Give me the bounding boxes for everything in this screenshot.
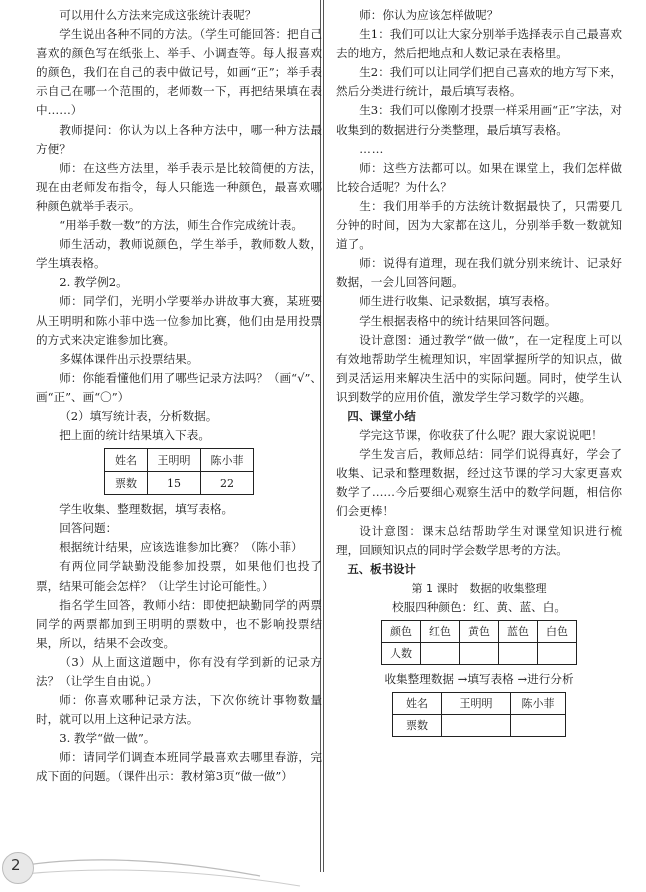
table-cell: 王明明: [148, 449, 201, 472]
table-row: [105, 449, 254, 472]
table-row: [382, 621, 577, 643]
paragraph: 师：请同学们调查本班同学最喜欢去哪里春游，完成下面的问题。（课件出示：教材第3页“做一做”）: [36, 750, 322, 784]
paragraph: 师生活动，教师说颜色，学生举手，教师数人数，学生填表格。: [36, 237, 322, 271]
board-line: 校服四种颜色：红、黄、蓝、白。: [392, 599, 566, 614]
paragraph: 师：你认为应该怎样做呢？: [359, 8, 499, 22]
table-cell: 姓名: [393, 693, 442, 715]
table-cell: 颜色: [382, 621, 421, 643]
board-vote-table: [392, 692, 566, 737]
vote-table-wrapper: [36, 448, 322, 495]
right-column: [336, 6, 622, 742]
paragraph: 生1：我们可以让大家分别举手选择表示自己最喜欢去的地方，然后把地点和人数记录在表格里。: [336, 27, 622, 61]
table-row: [382, 643, 577, 665]
paragraph: 师：这些方法都可以。如果在课堂上，我们怎样做比较合适呢？为什么？: [336, 160, 622, 194]
paragraph: 学生根据表格中的统计结果回答问题。: [359, 313, 557, 328]
paragraph: 把上面的统计结果填入下表。: [59, 428, 210, 443]
paragraph: 学完这节课，你收获了什么呢？跟大家说说吧！: [359, 428, 603, 443]
table-cell: 白色: [538, 621, 577, 643]
table-cell: [421, 643, 460, 665]
paragraph: （2）填写统计表，分析数据。: [59, 408, 218, 423]
table-cell: [499, 643, 538, 665]
paragraph: 3. 教学“做一做”。: [59, 731, 156, 746]
table-cell: 姓名: [105, 449, 148, 472]
table-cell: 蓝色: [499, 621, 538, 643]
table-cell: [442, 715, 511, 737]
paragraph: 师：说得有道理，现在我们就分别来统计、记录好数据，一会儿回答问题。: [336, 256, 622, 290]
paragraph: 教师提问：你认为以上各种方法中，哪一种方法最方便？: [36, 122, 322, 156]
table-cell: 王明明: [442, 693, 511, 715]
paragraph: 师：你能看懂他们用了哪些记录方法吗？（画“√”、画“正”、画“〇”）: [36, 370, 322, 404]
table-cell: 陈小菲: [511, 693, 566, 715]
paragraph: 师：在这些方法里，举手表示是比较简便的方法，现在由老师发布指令，每人只能选一种颜色，最喜欢哪种颜色就举手表示。: [36, 160, 322, 213]
paragraph: 指名学生回答，教师小结：即使把缺勤同学的两票同学的两票都加到王明明的票数中，也不影响投票结果，所以，结果不会改变。: [36, 597, 322, 650]
table-cell: 15: [148, 472, 201, 495]
board-title: 第 1 课时 数据的收集整理: [411, 581, 547, 595]
design-intent-paragraph: 设计意图：通过教学“做一做”，在一定程度上可以有效地帮助学生梳理知识，牢固掌握所学的知识点，做到灵活运用来解决生活中的实际问题。同时，使学生认识到数学的应用价值，激发学生学习数学的兴趣。: [336, 332, 622, 404]
paragraph: 可以用什么方法来完成这张统计表呢？: [59, 8, 257, 22]
paragraph: 学生收集、整理数据，填写表格。: [59, 502, 234, 517]
paragraph: 生：我们用举手的方法统计数据最快了，只需要几分钟的时间，因为大家都在这儿，分别举手数一数就知道了。: [336, 198, 622, 252]
paragraph: 师生进行收集、记录数据，填写表格。: [359, 294, 557, 309]
paragraph: 有两位同学缺勤没能参加投票，如果他们也投了票，结果可能会怎样？（让学生讨论可能性。）: [36, 559, 322, 593]
table-cell: 红色: [421, 621, 460, 643]
paragraph: 根据统计结果，应该选谁参加比赛？（陈小菲）: [59, 540, 303, 555]
paragraph: 师：你喜欢哪种记录方法，下次你统计事物数量时，就可以用上这种记录方法。: [36, 693, 322, 727]
paragraph: 2. 教学例2。: [59, 275, 128, 290]
table-cell: 22: [201, 472, 254, 495]
paragraph: 生2：我们可以让同学们把自己喜欢的地方写下来，然后分类进行统计，最后填写表格。: [336, 65, 622, 99]
table-cell: [460, 643, 499, 665]
paragraph: “用举手数一数”的方法，师生合作完成统计表。: [59, 218, 303, 233]
table-cell: 人数: [382, 643, 421, 665]
table-cell: 陈小菲: [201, 449, 254, 472]
paragraph: （3）从上面这道题中，你有没有学到新的记录方法？（让学生自由说。）: [36, 654, 322, 688]
table-cell: [538, 643, 577, 665]
table-cell: 黄色: [460, 621, 499, 643]
table-cell: 票数: [393, 715, 442, 737]
color-table: [381, 620, 577, 665]
table-row: [105, 472, 254, 495]
paragraph: 学生说出各种不同的方法。（学生可能回答：把自己喜欢的颜色写在纸张上、举手、小调查等。每人报喜欢的颜色，我们在自己的表中做记号，如画“正”；举手表示自己在哪一个范围的，老师数一下，再把结果填在表中……）: [36, 27, 322, 118]
board-flow: 收集整理数据 →填写表格 →进行分析: [384, 672, 574, 686]
paragraph: 师：同学们，光明小学要举办讲故事大赛，某班要从王明明和陈小菲中选一位参加比赛，他们由是用投票的方式来决定谁参加比赛。: [36, 294, 322, 347]
paragraph: 生3：我们可以像刚才投票一样采用画“正”字法，对收集到的数据进行分类整理，最后填写表格。: [336, 103, 622, 137]
table-row: [393, 715, 566, 737]
paragraph: 多媒体课件出示投票结果。: [59, 351, 199, 366]
table-cell: 票数: [105, 472, 148, 495]
vote-table: [104, 448, 254, 495]
board-vote-table-wrapper: [336, 692, 622, 737]
color-table-wrapper: [336, 620, 622, 665]
section-heading: 五、板书设计: [347, 561, 416, 576]
footer-decoration: [0, 852, 646, 892]
paragraph: 回答问题：: [59, 521, 118, 536]
table-row: [393, 693, 566, 715]
table-cell: [511, 715, 566, 737]
ellipsis: ……: [359, 141, 385, 156]
page-number: 2: [11, 856, 21, 874]
column-divider-inner: [323, 0, 324, 872]
section-heading: 四、课堂小结: [347, 408, 416, 423]
left-column: [36, 6, 322, 787]
paragraph: 学生发言后，教师总结：同学们说得真好，学会了收集、记录和整理数据，经过这节课的学习大家更喜欢数学了……今后要细心观察生活中的数学问题，相信你们会更棒！: [336, 447, 622, 519]
design-intent-paragraph: 设计意图：课末总结帮助学生对课堂知识进行梳理，回顾知识点的同时学会数学思考的方法。: [336, 523, 622, 557]
